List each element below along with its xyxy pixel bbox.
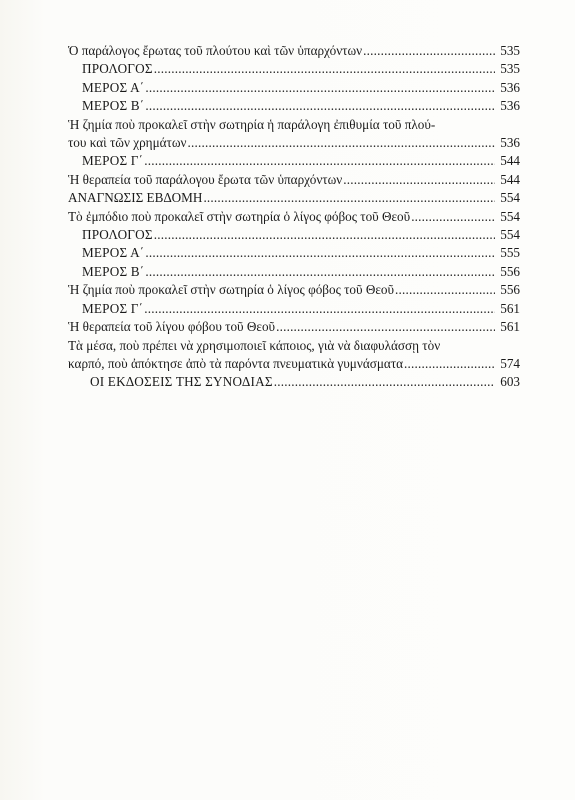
toc-entry-page-number: 536 <box>500 135 520 151</box>
toc-entry-first-line: Ἡ ζημία ποὺ προκαλεῖ στὴν σωτηρία ἡ παράλογη ἐπιθυμία τοῦ πλού- <box>68 116 436 132</box>
dot-leader <box>154 60 495 78</box>
toc-entry-row <box>82 263 520 281</box>
toc-entry-page-number: 554 <box>500 227 520 243</box>
dot-leader <box>145 263 495 281</box>
toc-entry[interactable] <box>68 79 520 97</box>
dot-leader <box>343 171 495 189</box>
dot-leader <box>145 97 495 115</box>
toc-entry-title: ΠΡΟΛΟΓΟΣ <box>82 61 153 77</box>
toc-entry-page-number: 544 <box>500 171 520 187</box>
toc-entry-row <box>68 355 520 373</box>
toc-entry-row <box>82 97 520 115</box>
toc-entry-title: ΠΡΟΛΟΓΟΣ <box>82 227 153 243</box>
toc-entry-page-number: 535 <box>500 43 520 58</box>
dot-leader <box>144 300 495 318</box>
toc-entry-row <box>82 152 520 170</box>
toc-entry-first-line: Τὰ μέσα, ποὺ πρέπει νὰ χρησιμοποιεῖ κάποιος, γιὰ νὰ διαφυλάσσῃ τὸν <box>68 337 441 353</box>
toc-entry-page-number: 535 <box>500 61 520 77</box>
toc-entry-title: ΜΕΡΟΣ Α΄ <box>82 79 145 95</box>
toc-entry-title: Ὁ παράλογος ἔρωτας τοῦ πλούτου καὶ τῶν ὑπαρχόντων <box>68 43 363 58</box>
toc-entry-title: καρπό, ποὺ ἀπόκτησε ἀπὸ τὰ παρόντα πνευματικὰ γυμνάσματα <box>68 355 404 371</box>
dot-leader <box>411 208 495 226</box>
toc-entry-row <box>82 300 520 318</box>
toc-entry-title: του καὶ τῶν χρημάτων <box>68 135 187 151</box>
toc-entry[interactable] <box>68 42 520 60</box>
toc-entry-page-number: 603 <box>500 374 520 390</box>
toc-entry-title: Ἡ ζημία ποὺ προκαλεῖ στὴν σωτηρία ὁ λίγος φόβος τοῦ Θεοῦ <box>68 282 395 298</box>
toc-entry[interactable] <box>68 337 520 374</box>
toc-entry[interactable] <box>68 318 520 336</box>
toc-entry-row <box>82 244 520 262</box>
toc-entry-page-number: 555 <box>500 245 520 261</box>
toc-entry-page-number: 556 <box>500 263 520 279</box>
toc-entry[interactable] <box>68 171 520 189</box>
dot-leader <box>145 244 495 262</box>
dot-leader <box>274 373 495 391</box>
toc-entry[interactable] <box>68 152 520 170</box>
dot-leader <box>363 42 495 60</box>
toc-entry-page-number: 554 <box>500 190 520 206</box>
dot-leader <box>145 79 495 97</box>
toc-entry[interactable] <box>68 97 520 115</box>
toc-entry[interactable] <box>68 373 520 391</box>
toc-entry-row <box>68 171 520 189</box>
toc-entry-page-number: 556 <box>500 282 520 298</box>
toc-entry-page-number: 544 <box>500 153 520 169</box>
toc-entry[interactable] <box>68 60 520 78</box>
dot-leader <box>404 355 495 373</box>
toc-entry-page-number: 561 <box>500 319 520 335</box>
toc-entry-title: Ἡ θεραπεία τοῦ λίγου φόβου τοῦ Θεοῦ <box>68 319 276 335</box>
toc-entry-row <box>82 60 520 78</box>
toc-entry[interactable] <box>68 300 520 318</box>
toc-entry-title: Ἡ θεραπεία τοῦ παράλογου ἔρωτα τῶν ὑπαρχόντων <box>68 171 343 187</box>
toc-entry-row <box>68 318 520 336</box>
dot-leader <box>154 226 495 244</box>
toc-entry-row <box>90 373 520 391</box>
toc-entry-row <box>68 42 520 60</box>
toc-entry[interactable] <box>68 244 520 262</box>
toc-entry-row <box>68 134 520 152</box>
toc-entry-page-number: 561 <box>500 300 520 316</box>
toc-entry-title: Τὸ ἐμπόδιο ποὺ προκαλεῖ στὴν σωτηρία ὁ λίγος φόβος τοῦ Θεοῦ <box>68 208 411 224</box>
toc-entry[interactable] <box>68 116 520 153</box>
toc-entry-title: ΜΕΡΟΣ Β΄ <box>82 263 145 279</box>
toc-entry-row <box>68 189 520 207</box>
toc-entry-row <box>68 208 520 226</box>
table-of-contents <box>68 42 520 392</box>
toc-entry-page-number: 574 <box>500 355 520 371</box>
toc-entry-page-number: 554 <box>500 208 520 224</box>
toc-entry[interactable] <box>68 208 520 226</box>
toc-entry-page-number: 536 <box>500 79 520 95</box>
toc-entry[interactable] <box>68 263 520 281</box>
dot-leader <box>188 134 496 152</box>
dot-leader <box>203 189 495 207</box>
toc-entry[interactable] <box>68 226 520 244</box>
toc-entry-row <box>82 79 520 97</box>
dot-leader <box>144 152 495 170</box>
toc-entry-title: ΜΕΡΟΣ Γ΄ <box>82 153 144 169</box>
toc-entry[interactable] <box>68 189 520 207</box>
toc-entry-page-number: 536 <box>500 98 520 114</box>
toc-entry-title: ΜΕΡΟΣ Γ΄ <box>82 300 144 316</box>
toc-entry-title: ΜΕΡΟΣ Α΄ <box>82 245 145 261</box>
toc-entry-title: ΜΕΡΟΣ Β΄ <box>82 98 145 114</box>
dot-leader <box>276 318 495 336</box>
dot-leader <box>395 281 495 299</box>
toc-entry-row <box>82 226 520 244</box>
toc-entry-title: ΑΝΑΓΝΩΣΙΣ ΕΒΔΟΜΗ <box>68 190 203 206</box>
toc-entry-row <box>68 281 520 299</box>
toc-entry[interactable] <box>68 281 520 299</box>
toc-entry-title: ΟΙ ΕΚΔΟΣΕΙΣ ΤΗΣ ΣΥΝΟΔΙΑΣ <box>90 374 273 390</box>
